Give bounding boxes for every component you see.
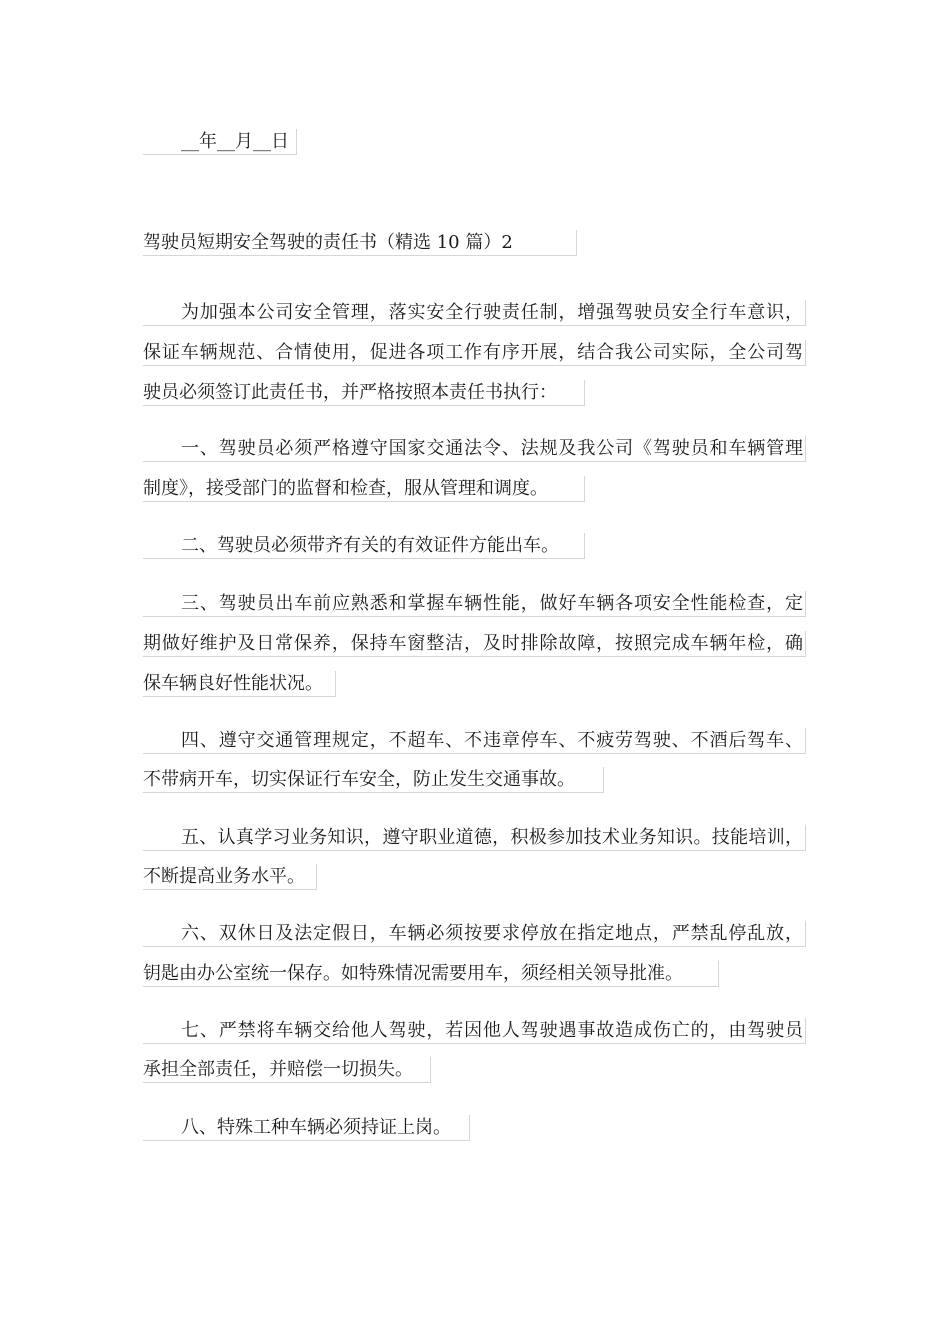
date-line: __年__月__日: [143, 129, 297, 155]
paragraph-intro-line-3: 驶员必须签订此责任书，并严格按照本责任书执行：: [143, 380, 585, 406]
paragraph-item-1-line-2: 制度》，接受部门的监督和检查，服从管理和调度。: [143, 476, 585, 502]
paragraph-item-7-line-2: 承担全部责任，并赔偿一切损失。: [143, 1057, 431, 1083]
paragraph-item-1-line-1: 一、驾驶员必须严格遵守国家交通法令、法规及我公司《驾驶员和车辆管理: [143, 436, 806, 462]
paragraph-intro-line-1: 为加强本公司安全管理，落实安全行驶责任制，增强驾驶员安全行车意识，: [143, 300, 806, 326]
paragraph-item-3-line-3: 保车辆良好性能状况。: [143, 671, 336, 697]
paragraph-item-5-line-1: 五、认真学习业务知识，遵守职业道德，积极参加技术业务知识。技能培训，: [143, 825, 806, 851]
paragraph-item-3-line-1: 三、驾驶员出车前应熟悉和掌握车辆性能，做好车辆各项安全性能检查，定: [143, 591, 806, 617]
paragraph-intro-line-2: 保证车辆规范、合情使用，促进各项工作有序开展，结合我公司实际，全公司驾: [143, 340, 806, 366]
paragraph-item-6-line-1: 六、双休日及法定假日，车辆必须按要求停放在指定地点，严禁乱停乱放，: [143, 921, 806, 947]
document-title: 驾驶员短期安全驾驶的责任书（精选 10 篇）2: [143, 230, 577, 256]
paragraph-item-8-line-1: 八、特殊工种车辆必须持证上岗。: [143, 1115, 470, 1141]
paragraph-item-4-line-2: 不带病开车，切实保证行车安全，防止发生交通事故。: [143, 767, 604, 793]
paragraph-item-3-line-2: 期做好维护及日常保养，保持车窗整洁，及时排除故障，按照完成车辆年检，确: [143, 631, 806, 657]
paragraph-item-6-line-2: 钥匙由办公室统一保存。如特殊情况需要用车，须经相关领导批准。: [143, 961, 719, 987]
paragraph-item-4-line-1: 四、遵守交通管理规定，不超车、不违章停车、不疲劳驾驶、不酒后驾车、: [143, 728, 806, 754]
paragraph-item-5-line-2: 不断提高业务水平。: [143, 864, 317, 890]
paragraph-item-2-line-1: 二、驾驶员必须带齐有关的有效证件方能出车。: [143, 533, 585, 559]
paragraph-item-7-line-1: 七、严禁将车辆交给他人驾驶，若因他人驾驶遇事故造成伤亡的，由驾驶员: [143, 1018, 806, 1044]
